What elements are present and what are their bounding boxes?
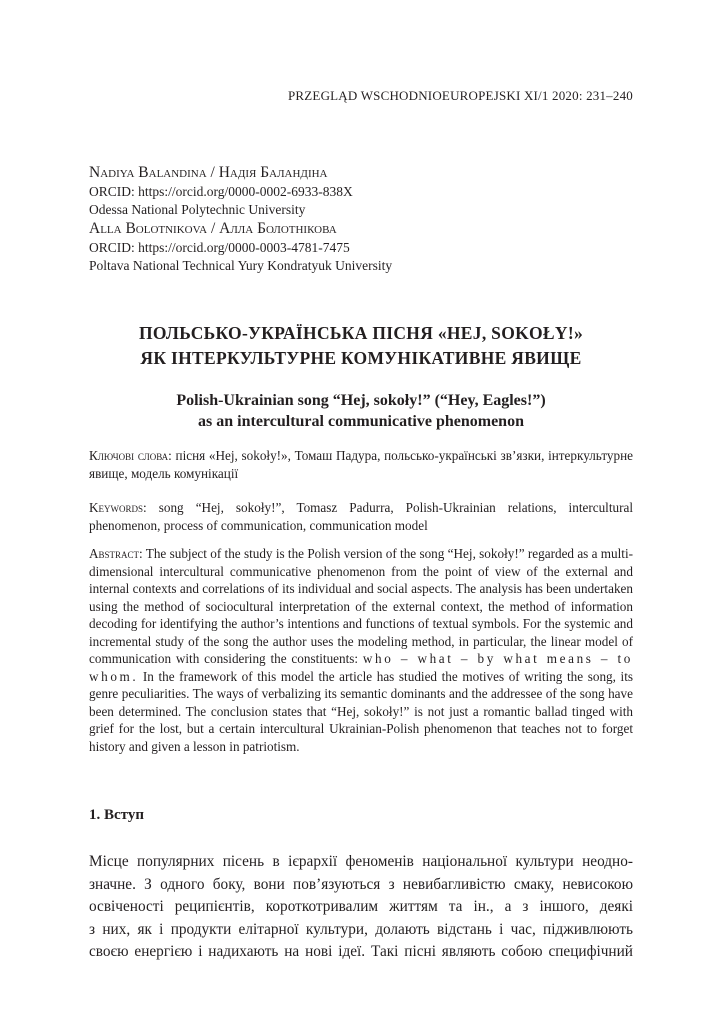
abstract (89, 545, 633, 755)
body-line: з них, як і продукти елітарної культури, долають відстань і час, підживлюють (89, 920, 633, 938)
title-uk-line-1: ПОЛЬСЬКО-УКРАЇНСЬКА ПІСНЯ «HEJ, SOKOŁY!» (138, 323, 584, 343)
author-name: Nadiya Balandina / Надія Баландіна (89, 164, 328, 181)
author-affiliation: Odessa National Polytechnic University (89, 202, 306, 217)
title-en-line-1: Polish-Ukrainian song “Hej, sokoły!” (“Hey, Eagles!”) (176, 392, 546, 409)
keywords-en-label: Keywords: (89, 500, 147, 515)
title-uk-line-2: ЯК ІНТЕРКУЛЬТУРНЕ КОМУНІКАТИВНЕ ЯВИЩЕ (140, 348, 582, 368)
body-line: своєю енергією і надихають на нові ідеї. Такі пісні являють собою специфічний (89, 943, 633, 961)
author-block (89, 163, 649, 275)
journal-header: PRZEGLĄD WSCHODNIOEUROPEJSKI XI/1 2020: 231–240 (287, 88, 633, 103)
title-en-line-2: as an intercultural communicative phenomenon (198, 413, 524, 430)
keywords-en-text: song “Hej, sokoły!”, Tomasz Padurra, Polish-Ukrainian relations, intercultural phenomenon, process of communication, communication model (89, 500, 633, 533)
article-title-ukrainian (60, 321, 662, 371)
abstract-text-part-2: In the framework of this model the article has studied the motives of writing the song, its genre peculiarities. The ways of verbalizing its semantic dominants and the addressee of the song have been determined. The conclusion states that “Hej, sokoły!” is not just a romantic ballad tinged with grief for the lost, but a certain intercultural Ukrainian-Polish phenomenon that teaches not to forget history and given a lesson in patriotism. (89, 668, 633, 754)
author-orcid: ORCID: https://orcid.org/0000-0002-6933-838X (89, 184, 353, 199)
article-title-english (60, 390, 662, 432)
body-line: значне. З одного боку, вони пов’язуються з невибагливістю смаку, невисокою (89, 875, 633, 893)
abstract-label: Abstract: (89, 546, 143, 561)
body-line: Місце популярних пісень в ієрархії феноменів національної культури неодно- (89, 853, 633, 870)
keywords-uk-label: Ключові слова: (89, 448, 172, 463)
author-orcid: ORCID: https://orcid.org/0000-0003-4781-7475 (89, 240, 350, 255)
abstract-text-part-1: The subject of the study is the Polish version of the song “Hej, sokoły!” regarded as a multi-dimensional intercultural communicative phenomenon from the point of view of the external and internal contexts and correlations of its individual and social aspects. The analysis has been undertaken using the method of sociocultural interpretation of the external context, the method of information decoding for identifying the author’s intentions and functions of textual symbols. For the systemic and incremental study of the song the author uses the modeling method, in particular, the linear model of communication with considering the constituents: (89, 546, 633, 666)
keywords-english (89, 499, 633, 534)
abstract-model-constituents: who – what – by what means – to whom. (89, 651, 633, 684)
keywords-uk-text: пісня «Hej, sokoły!», Томаш Падура, польсько-українські зв’язки, інтеркультурне явище, модель комунікації (89, 448, 634, 481)
author-affiliation: Poltava National Technical Yury Kondratyuk University (89, 258, 393, 273)
keywords-ukrainian (89, 447, 633, 482)
author-name: Alla Bolotnikova / Алла Болотнікова (89, 220, 337, 237)
body-line: освіченості реципієнтів, короткотривалим життям та ін., а з іншого, деякі (89, 898, 633, 916)
section-heading: 1. Вступ (89, 807, 144, 823)
body-paragraph (89, 851, 633, 964)
